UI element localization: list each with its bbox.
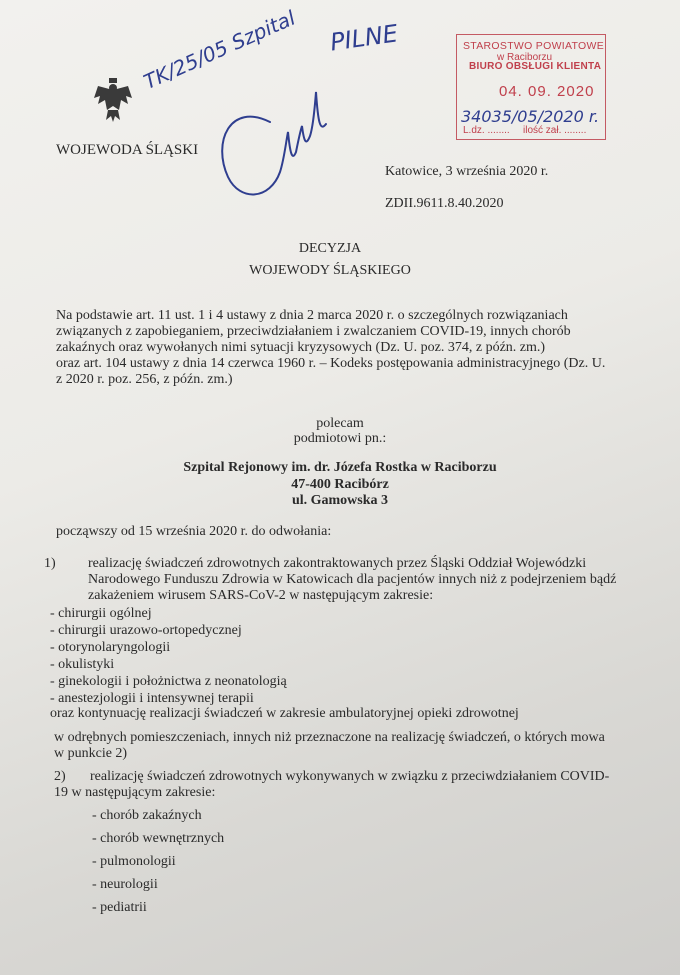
entity-postal: 47-400 Racibórz	[291, 477, 389, 492]
eagle-emblem-icon	[92, 76, 134, 124]
point-tail-line: w punkcie 2)	[54, 746, 128, 761]
place-date: Katowice, 3 września 2020 r.	[385, 164, 549, 179]
point-text-line: zakażeniem wirusem SARS-CoV-2 w następującym zakresie:	[88, 588, 434, 603]
stamp-attachments: ilość zał. ........	[523, 125, 587, 136]
list-item: - chorób wewnętrznych	[92, 831, 225, 846]
stamp-number: 34035/05/2020 r.	[461, 107, 600, 126]
entity-street: ul. Gamowska 3	[291, 493, 389, 508]
list-item: - chirurgii ogólnej	[50, 606, 152, 621]
office-name: WOJEWODA ŚLĄSKI	[56, 142, 199, 158]
list-item: - anestezjologii i intensywnej terapii	[50, 691, 254, 706]
handwritten-signature	[210, 82, 330, 212]
legal-basis-line: związanych z zapobieganiem, przeciwdziałaniem i zwalczaniem COVID-19, innych chorób	[56, 324, 571, 339]
point-tail-line: w odrębnych pomieszczeniach, innych niż przeznaczone na realizację świadczeń, o których mowa	[54, 730, 605, 745]
stamp-department: BIURO OBSŁUGI KLIENTA	[469, 61, 602, 72]
registry-stamp	[456, 34, 606, 140]
legal-basis-line: z 2020 r. poz. 256, z późn. zm.)	[56, 372, 233, 387]
list-item: - ginekologii i położnictwa z neonatologią	[50, 674, 287, 689]
list-item: - pediatrii	[92, 900, 147, 915]
list-item: - otorynolaryngologii	[50, 640, 171, 655]
list-item: - chirurgii urazowo-ortopedycznej	[50, 623, 242, 638]
list-item: - neurologii	[92, 877, 158, 892]
legal-basis-line: zakaźnych oraz wywołanych nimi sytuacji kryzysowych (Dz. U. poz. 374, z późn. zm.)	[56, 340, 546, 355]
stamp-office: STAROSTWO POWIATOWE	[463, 40, 605, 52]
order-verb: polecam	[316, 416, 364, 431]
reference-number: ZDII.9611.8.40.2020	[385, 196, 504, 211]
list-item: - pulmonologii	[92, 854, 176, 869]
legal-basis-line: Na podstawie art. 11 ust. 1 i 4 ustawy z dnia 2 marca 2020 r. o szczególnych rozwiązaniach	[56, 308, 568, 323]
decision-title: DECYZJA	[298, 241, 362, 256]
point-text-line: realizację świadczeń zdrowotnych zakontraktowanych przez Śląski Oddział Wojewódzki	[88, 556, 587, 571]
legal-basis-line: oraz art. 104 ustawy z dnia 14 czerwca 1960 r. – Kodeks postępowania administracyjnego (Dz. U.	[56, 356, 606, 371]
handwritten-urgent: PILNE	[328, 19, 400, 57]
stamp-city: w Raciborzu	[497, 52, 553, 63]
point-text-line: Narodowego Funduszu Zdrowia w Katowicach dla pacjentów innych niż z podejrzeniem bądź	[88, 572, 617, 587]
continuation-line: oraz kontynuację realizacji świadczeń w zakresie ambulatoryjnej opieki zdrowotnej	[50, 706, 519, 721]
handwritten-note: TK/25/05 Szpital	[140, 5, 299, 94]
stamp-ldz: L.dz. ........	[463, 125, 510, 136]
decision-authority: WOJEWODY ŚLĄSKIEGO	[249, 263, 411, 278]
stamp-date: 04. 09. 2020	[499, 83, 595, 100]
list-item: - chorób zakaźnych	[92, 808, 202, 823]
effective-date: począwszy od 15 września 2020 r. do odwołania:	[56, 524, 332, 539]
point-text-line: 19 w następującym zakresie:	[54, 785, 216, 800]
point-number: 1)	[44, 556, 56, 571]
point-text-line: realizację świadczeń zdrowotnych wykonywanych w związku z przeciwdziałaniem COVID-	[90, 769, 610, 784]
entity-name: Szpital Rejonowy im. dr. Józefa Rostka w Raciborzu	[183, 460, 497, 475]
point-number: 2)	[54, 769, 66, 784]
list-item: - okulistyki	[50, 657, 115, 672]
order-recipient: podmiotowi pn.:	[293, 431, 387, 446]
